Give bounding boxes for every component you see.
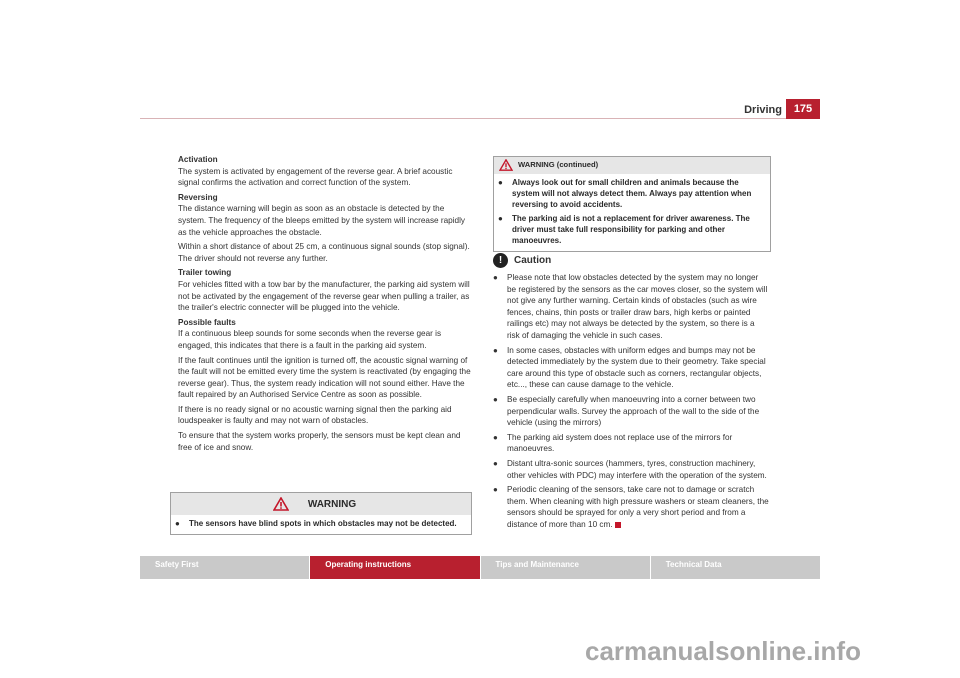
tab-operating-instructions[interactable]: Operating instructions (310, 556, 479, 579)
page-number: 175 (786, 99, 820, 119)
caution-bullet (493, 272, 769, 342)
warning-continued-box (493, 156, 771, 252)
bullet-dot-icon: ● (493, 273, 498, 282)
warning-header (171, 493, 471, 515)
header-rule (140, 118, 820, 119)
faults-heading: Possible faults (178, 317, 236, 327)
faults-paragraph: If the fault continues until the ignition is turned off, the acoustic signal warning of the fault will not be emitted every time the system is reactivated (by engaging the reverse gear). Thus, the system ready indication will not sound either. Have the fault repaired by an Authorised Service Centre as soon as possible. (178, 355, 471, 400)
reversing-paragraph: The distance warning will begin as soon as an obstacle is detected by the system. The frequency of the bleeps emitted by the system will increase rapidly as the vehicle approaches the obstacle. (178, 204, 465, 237)
bullet-dot-icon: ● (175, 519, 180, 528)
caution-bullet (493, 458, 769, 481)
activation-text: The system is activated by engagement of the reverse gear. A brief acoustic signal confirms the activation and correct function of the system. (178, 166, 453, 188)
caution-bullet-text: Distant ultra-sonic sources (hammers, tyres, construction machinery, other vehicles with PDC) may interfere with the operation of the system. (507, 458, 767, 480)
section-title: Driving (744, 104, 782, 116)
bullet-dot-icon: ● (493, 458, 498, 468)
caution-bullet-text: The parking aid system does not replace use of the mirrors for manoeuvres. (507, 432, 733, 454)
tab-technical-data[interactable]: Technical Data (651, 556, 820, 579)
warning-bullet-text: The parking aid is not a replacement for driver awareness. The driver must take full responsibility for parking and other manoeuvres. (512, 213, 750, 246)
bullet-dot-icon: ● (493, 432, 498, 442)
warning-bullet (498, 177, 766, 211)
footer-nav (140, 556, 820, 579)
caution-section (493, 253, 769, 533)
exclamation-icon: ! (493, 253, 508, 268)
warning-continued-header (494, 157, 770, 174)
warning-body (171, 515, 471, 534)
caution-bullet (493, 432, 769, 455)
warning-bullet (498, 213, 766, 247)
caution-bullet (493, 484, 769, 530)
caution-header (493, 253, 769, 268)
warning-triangle-icon (499, 159, 513, 171)
bullet-dot-icon: ● (493, 345, 498, 355)
warning-title: WARNING (307, 499, 357, 510)
section-end-icon (615, 522, 621, 528)
faults-paragraph: To ensure that the system works properly, the sensors must be kept clean and free of ice and snow. (178, 431, 461, 452)
watermark: carmanualsonline.info (585, 636, 861, 666)
caution-title: Caution (514, 254, 552, 266)
tab-safety-first[interactable]: Safety First (140, 556, 309, 579)
caution-bullet (493, 345, 769, 391)
warning-box (170, 492, 472, 535)
faults-paragraph: If a continuous bleep sounds for some seconds when the reverse gear is engaged, this indicates that there is a fault in the parking aid system. (178, 329, 442, 350)
caution-bullet (493, 394, 769, 429)
caution-bullet-text: Be especially carefully when manoeuvring into a corner between two perpendicular walls. Survey the approach of the wall to the side of the vehicle (using the mirrors) (507, 394, 760, 428)
left-column (178, 154, 471, 456)
bullet-dot-icon: ● (493, 485, 498, 495)
trailer-heading: Trailer towing (178, 268, 232, 278)
bullet-dot-icon: ● (498, 178, 503, 187)
trailer-text: For vehicles fitted with a tow bar by the manufacturer, the parking aid system will not be activated by the engagement of the reverse gear when pulling a trailer, as the trailer's electric connecter will be plugged into the vehicle. (178, 279, 470, 313)
caution-bullet-text: In some cases, obstacles with uniform edges and bumps may not be detected immediately by the system due to their geometry. Take special care around this type of obstacle such as corners, rectangular objects, etc..., these can cause damage to the vehicle. (507, 345, 766, 390)
warning-bullet (175, 518, 467, 529)
reversing-paragraph: Within a short distance of about 25 cm, a continuous signal sounds (stop signal). The driver should not reverse any further. (178, 242, 470, 263)
warning-continued-title: WARNING (continued) (518, 160, 599, 169)
bullet-dot-icon: ● (493, 394, 498, 404)
caution-bullet-text: Please note that low obstacles detected by the system may no longer be registered by the sensors as the car moves closer, so the system will not give any further warning. Certain kinds of obstacles (such as wire fences, chains, thin posts or trailer draw bars, high kerbs or painted railings etc) may not always be detected by the system, so there is a risk of damaging the vehicle in such cases. (507, 273, 768, 340)
warning-triangle-icon (273, 497, 289, 511)
activation-heading: Activation (178, 155, 218, 164)
warning-bullet-text: The sensors have blind spots in which obstacles may not be detected. (189, 519, 457, 528)
reversing-heading: Reversing (178, 192, 218, 202)
warning-bullet-text: Always look out for small children and animals because the system will not always detect them. Always pay attention when reversing to avoid accidents. (512, 178, 752, 210)
tab-tips-and-maintenance[interactable]: Tips and Maintenance (481, 556, 650, 579)
caution-bullet-text: Periodic cleaning of the sensors, take care not to damage or scratch them. When cleaning with high pressure washers or steam cleaners, the sensors should be sprayed for only a very short period and from a distance of more than 10 cm. (507, 485, 769, 529)
warning-continued-body (494, 174, 770, 251)
bullet-dot-icon: ● (498, 213, 503, 223)
faults-paragraph: If there is no ready signal or no acoustic warning signal then the parking aid loudspeaker is faulty and may not warn of obstacles. (178, 404, 452, 426)
